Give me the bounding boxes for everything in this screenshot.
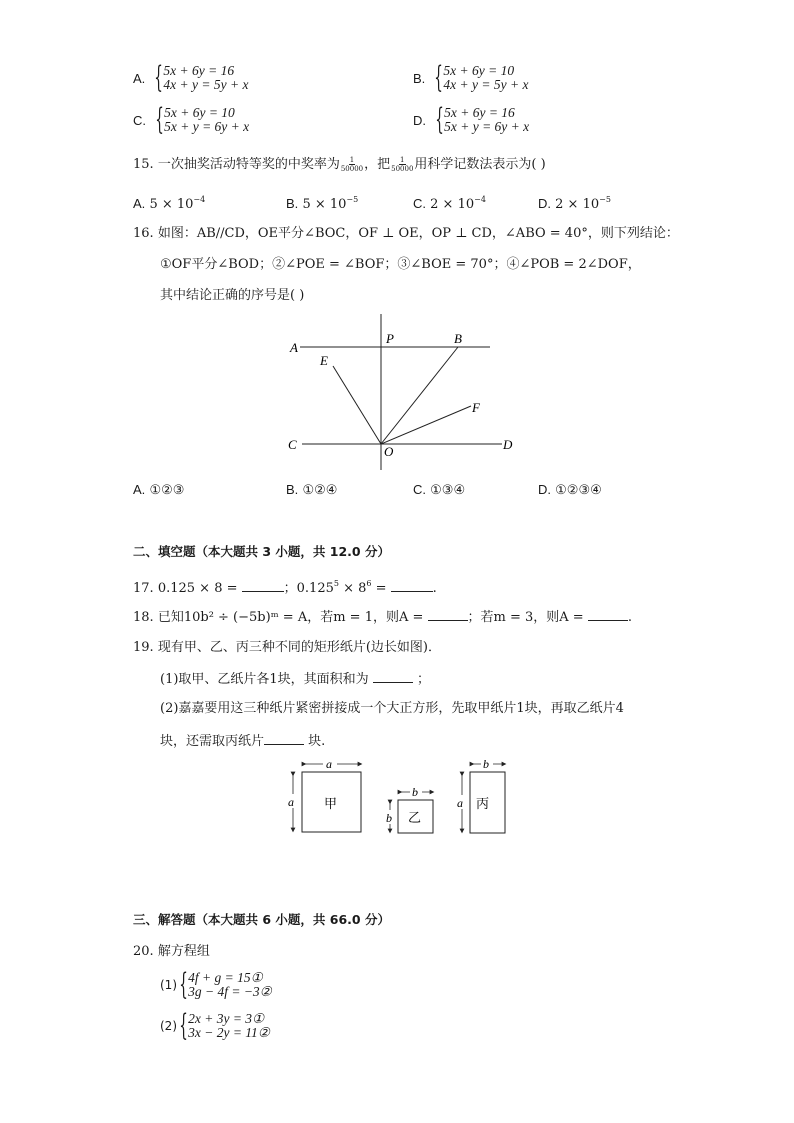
option-exponent: −5 [346, 195, 359, 204]
separator: ； [283, 581, 297, 596]
label-c: C [288, 437, 297, 452]
option-value: 2 × 10 [430, 197, 475, 212]
fraction-denominator: 50000 [391, 165, 414, 173]
q14-option-b [413, 60, 529, 95]
option-label: A. [133, 196, 146, 211]
dim-label-b: b [483, 757, 489, 771]
label-d: D [503, 437, 513, 452]
option-label: C. [413, 196, 426, 211]
q19-figure [280, 754, 515, 844]
q15-text-a: 一次抽奖活动特等奖的中奖率为 [157, 157, 340, 172]
q20-title: 解方程组 [157, 944, 210, 959]
answer-blank[interactable] [391, 579, 433, 592]
q14-option-a [133, 60, 249, 95]
q19-line4-text: 块. [308, 734, 326, 749]
q14-option-c [133, 102, 250, 137]
option-value: ①③④ [430, 483, 466, 498]
period: . [432, 581, 437, 596]
answer-blank[interactable] [264, 732, 304, 745]
question-number: 15. [133, 157, 154, 172]
label-e: E [320, 353, 328, 368]
q17-part2: × 8 [338, 581, 367, 596]
fraction-numerator: 1 [400, 156, 405, 164]
option-label: B. [413, 70, 426, 86]
fraction [391, 156, 413, 173]
question-number: 18. [133, 610, 154, 625]
dim-label-a: a [457, 796, 463, 810]
ray-of [381, 406, 471, 444]
exponent: 5 [333, 579, 339, 588]
option-value: ①②④ [302, 483, 338, 498]
question-number: 17. [133, 581, 154, 596]
q15-option-c [413, 192, 486, 213]
equation-line: 4f + g = 15① [188, 970, 263, 985]
equation-line: 5x + 6y = 10 [443, 63, 515, 78]
label-b: B [454, 331, 462, 346]
option-label: C. [133, 112, 146, 128]
q17-stem [133, 576, 437, 597]
fraction-numerator: 1 [349, 156, 355, 164]
option-value: 5 × 10 [302, 197, 347, 212]
q19-line2: (1)取甲、乙纸片各1块，其面积和为 [160, 672, 369, 687]
label-o: O [384, 444, 394, 459]
brace-icon: { [434, 60, 444, 95]
q20-stem [133, 944, 210, 960]
question-number: 20. [133, 944, 154, 959]
equation-line: 3g − 4f = −3② [188, 984, 272, 999]
option-label: D. [538, 196, 551, 211]
equation-line: 5x + 6y = 10 [164, 105, 235, 120]
option-label: D. [413, 112, 426, 128]
question-number: 16. [133, 226, 154, 241]
equation-line: 2x + 3y = 3① [188, 1011, 265, 1026]
q20-part1 [160, 967, 272, 1002]
section-title: 二、填空题（本大题共 3 小题，共 12.0 分） [133, 544, 390, 559]
option-label: B. [286, 196, 299, 211]
label-jia: 甲 [324, 796, 338, 811]
exponent: 6 [366, 579, 372, 588]
q17-part2: 0.125 [296, 581, 334, 596]
dim-label-a: a [288, 795, 294, 809]
option-label: A. [133, 70, 146, 86]
q15-text-b: ，把 [364, 157, 391, 172]
option-value: ①②③④ [555, 483, 602, 498]
equation-line: 5x + y = 6y + x [444, 119, 530, 134]
answer-blank[interactable] [588, 608, 628, 621]
dim-label-b: b [386, 811, 392, 825]
question-number: 19. [133, 640, 154, 655]
option-value: 2 × 10 [555, 197, 600, 212]
option-label: C. [413, 482, 426, 497]
q15-stem [133, 156, 546, 173]
label-f: F [472, 400, 480, 415]
q19-line4-text: 块，还需取丙纸片 [160, 734, 265, 749]
option-exponent: −4 [474, 195, 486, 204]
dim-label-a: a [326, 757, 332, 771]
equation-line: 3x − 2y = 11② [188, 1025, 270, 1040]
q19-part1 [160, 670, 430, 688]
brace-icon: { [179, 967, 188, 1002]
option-label: A. [133, 482, 146, 497]
part-label: (2) [160, 1019, 177, 1033]
label-a: A [290, 340, 298, 355]
q16-option-d [538, 482, 602, 499]
answer-blank[interactable] [373, 670, 413, 683]
part-label: (1) [160, 978, 177, 992]
q16-stem [133, 226, 679, 242]
option-exponent: −4 [193, 195, 206, 204]
q16-line2: ①OF平分∠BOD；②∠POE = ∠BOF；③∠BOE = 70°；④∠POB = 2∠DOF， [160, 257, 641, 272]
q16-line3: 其中结论正确的序号是( ) [160, 288, 305, 303]
answer-blank[interactable] [242, 579, 284, 592]
equation-line: 4x + y = 5y + x [163, 77, 249, 92]
option-label: B. [286, 482, 299, 497]
q19-line3: (2)嘉嘉要用这三种纸片紧密拼接成一个大正方形，先取甲纸片1块，再取乙纸片4 [160, 701, 624, 716]
q16-option-a [133, 482, 184, 499]
q19-stem [133, 640, 441, 656]
q19-line4 [160, 732, 325, 750]
q17-part1: 0.125 × 8 = [157, 581, 238, 596]
period: . [627, 610, 632, 625]
equation-line: 5x + y = 6y + x [164, 119, 250, 134]
answer-blank[interactable] [428, 608, 468, 621]
section-title: 三、解答题（本大题共 6 小题，共 66.0 分） [133, 912, 390, 927]
q16-option-b [286, 482, 337, 499]
q15-option-b [286, 192, 358, 213]
equation-line: 5x + 6y = 16 [163, 63, 235, 78]
equation-line: 5x + 6y = 16 [444, 105, 515, 120]
label-p: P [386, 331, 394, 346]
q18-stem [133, 608, 632, 626]
fraction [341, 156, 363, 173]
brace-icon: { [179, 1008, 188, 1043]
q17-part2: = [371, 581, 387, 596]
q16-figure [280, 310, 520, 470]
q15-text-c: 用科学记数法表示为( ) [414, 157, 546, 172]
q20-part2 [160, 1008, 270, 1043]
option-label: D. [538, 482, 551, 497]
q18-text: 已知10b² ÷ (−5b)ᵐ = A，若m = 1，则A = [157, 610, 424, 625]
option-value: ①②③ [149, 483, 185, 498]
brace-icon: { [435, 102, 444, 137]
label-yi: 乙 [408, 810, 422, 825]
option-exponent: −5 [599, 195, 611, 204]
ray-ob [381, 347, 458, 444]
brace-icon: { [154, 60, 164, 95]
option-value: 5 × 10 [149, 197, 194, 212]
dim-label-b: b [412, 785, 418, 799]
q16-option-c [413, 482, 465, 499]
q15-option-d [538, 192, 611, 213]
separator: ； [416, 672, 430, 687]
label-bing: 丙 [476, 796, 490, 811]
equation-line: 4x + y = 5y + x [443, 77, 529, 92]
fraction-denominator: 50000 [340, 165, 364, 173]
q18-text: ；若m = 3，则A = [467, 610, 584, 625]
q15-option-a [133, 192, 205, 213]
brace-icon: { [155, 102, 164, 137]
q14-option-d [413, 102, 530, 137]
ray-oe [333, 366, 381, 444]
q16-line1: 如图：AB//CD，OE平分∠BOC，OF ⊥ OE，OP ⊥ CD，∠ABO = 40°，则下列结论： [157, 226, 679, 241]
q19-line1: 现有甲、乙、丙三种不同的矩形纸片(边长如图)． [157, 640, 441, 655]
